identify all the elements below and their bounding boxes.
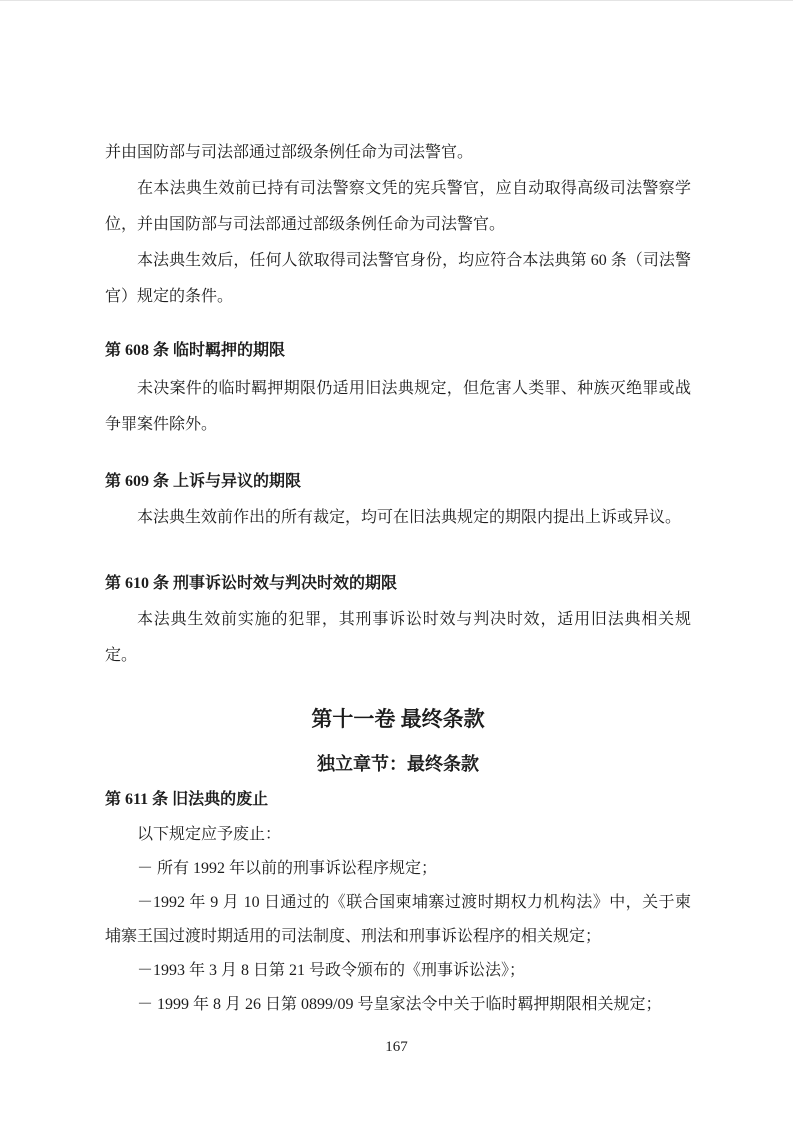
repealed-item: －1993 年 3 月 8 日第 21 号政令颁布的《刑事诉讼法》；: [137, 962, 526, 979]
repealed-item: － 1999 年 8 月 26 日第 0899/09 号皇家法令中关于临时羁押期限相关规定；: [137, 996, 662, 1013]
article-610-body: 本法典生效前实施的犯罪，其刑事诉讼时效与判决时效，适用旧法典相关规定。: [105, 611, 691, 664]
page-number: 167: [385, 1039, 408, 1055]
article-611-heading: 第 611 条 旧法典的废止: [105, 791, 269, 808]
volume-heading: 第十一卷 最终条款: [311, 707, 485, 731]
article-608-body: 未决案件的临时羁押期限仍适用旧法典规定，但危害人类罪、种族灭绝罪或战争罪案件除外。: [105, 380, 691, 433]
article-609-body: 本法典生效前作出的所有裁定，均可在旧法典规定的期限内提出上诉或异议。: [137, 509, 682, 526]
article-610-heading: 第 610 条 刑事诉讼时效与判决时效的期限: [105, 575, 398, 592]
lead-paragraph: 在本法典生效前已持有司法警察文凭的宪兵警官，应自动取得高级司法警察学位，并由国防部与司法部通过部级条例任命为司法警官。: [105, 180, 691, 233]
repealed-item: －1992 年 9 月 10 日通过的《联合国柬埔寨过渡时期权力机构法》中，关于柬埔寨王国过渡时期适用的司法制度、刑法和刑事诉讼程序的相关规定；: [105, 894, 691, 945]
article-611-intro: 以下规定应予废止：: [137, 826, 282, 843]
article-609-heading: 第 609 条 上诉与异议的期限: [105, 473, 302, 490]
lead-paragraph: 本法典生效后，任何人欲取得司法警官身份，均应符合本法典第 60 条（司法警官）规定的条件。: [105, 252, 691, 305]
lead-paragraph-continuation: 并由国防部与司法部通过部级条例任命为司法警官。: [105, 144, 474, 161]
chapter-heading: 独立章节：最终条款: [317, 754, 479, 774]
article-608-heading: 第 608 条 临时羁押的期限: [105, 342, 286, 359]
article-611-section: [105, 782, 691, 1022]
repealed-item: － 所有 1992 年以前的刑事诉讼程序规定；: [137, 860, 438, 877]
page-content: [105, 1, 691, 1022]
